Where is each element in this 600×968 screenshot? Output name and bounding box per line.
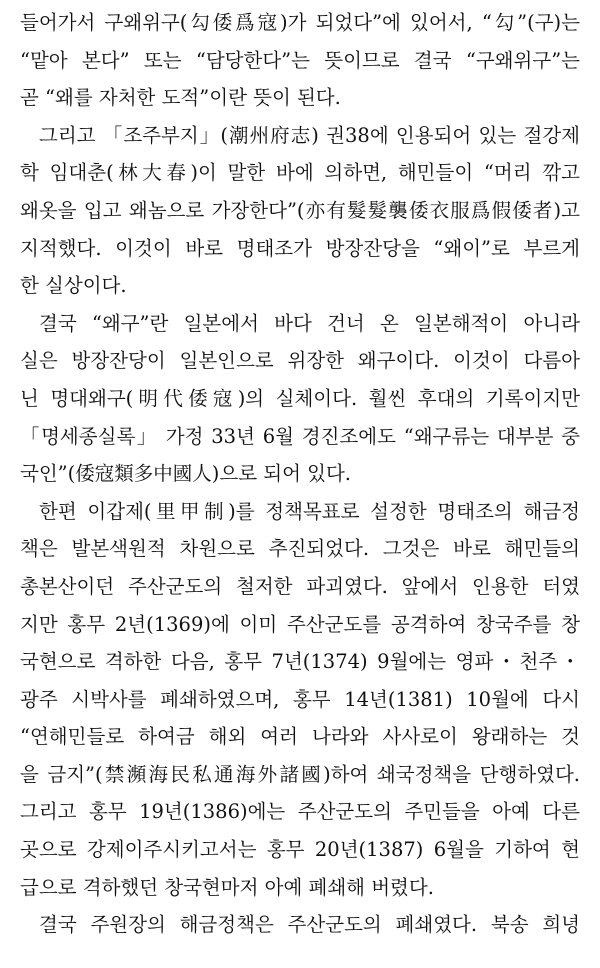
text-line-11: 닌 명대왜구(明代倭寇)의 실체이다. 훨씬 후대의 기록이지만 bbox=[20, 386, 580, 410]
text-line-3: 곧 “왜를 자처한 도적”이란 뜻이 된다. bbox=[20, 86, 341, 110]
text-line-20: “연해민들로 하여금 해외 여러 나라와 사사로이 왕래하는 것 bbox=[20, 725, 580, 749]
text-line-1: 들어가서 구왜위구(勾倭爲寇)가 되었다”에 있어서, “勾”(구)는 bbox=[20, 11, 580, 34]
text-line-15: 책은 발본색원적 차원으로 추진되었다. 그것은 바로 해민들의 bbox=[20, 537, 580, 561]
text-line-17: 지만 홍무 2년(1369)에 이미 주산군도를 공격하여 창국주를 창 bbox=[20, 612, 580, 636]
text-line-23: 곳으로 강제이주시키고서는 홍무 20년(1387) 6월을 기하여 현 bbox=[20, 838, 580, 862]
text-line-16: 총본산이던 주산군도의 철저한 파괴였다. 앞에서 인용한 터였 bbox=[20, 574, 580, 598]
text-line-21: 을 금지”(禁瀕海民私通海外諸國)하여 쇄국정책을 단행하였다. bbox=[20, 762, 580, 786]
text-line-7: 지적했다. 이것이 바로 명태조가 방장잔당을 “왜이”로 부르게 bbox=[20, 236, 580, 260]
text-line-10: 실은 방장잔당이 일본인으로 위장한 왜구이다. 이것이 다름아 bbox=[20, 349, 580, 373]
text-line-9: 결국 “왜구”란 일본에서 바다 건너 온 일본해적이 아니라 bbox=[39, 311, 580, 335]
text-line-25: 결국 주원장의 해금정책은 주산군도의 폐쇄였다. 북송 희녕 bbox=[39, 913, 580, 937]
text-line-24: 급으로 격하했던 창국현마저 아예 폐쇄해 버렸다. bbox=[20, 875, 434, 899]
text-line-13: 국인”(倭寇類多中國人)으로 되어 있다. bbox=[20, 462, 351, 486]
text-line-5: 학 임대춘(林大春)이 말한 바에 의하면, 해민들이 “머리 깎고 bbox=[20, 161, 580, 185]
text-line-14: 한편 이갑제(里甲制)를 정책목표로 설정한 명태조의 해금정 bbox=[39, 499, 580, 523]
text-line-19: 광주 시박사를 폐쇄하였으며, 홍무 14년(1381) 10월에 다시 bbox=[20, 687, 580, 711]
text-line-4: 그리고 「조주부지」(潮州府志) 권38에 인용되어 있는 절강제 bbox=[39, 123, 580, 147]
text-line-12: 「명세종실록」 가정 33년 6월 경진조에도 “왜구류는 대부분 중 bbox=[20, 424, 580, 448]
text-line-18: 국현으로 격하한 다음, 홍무 7년(1374) 9월에는 영파・천주・ bbox=[20, 650, 580, 674]
text-line-6: 왜옷을 입고 왜놈으로 가장한다”(亦有髮髮襲倭衣服爲假倭者)고 bbox=[20, 198, 580, 222]
text-line-22: 그리고 홍무 19년(1386)에는 주산군도의 주민들을 아예 다른 bbox=[20, 800, 580, 824]
text-line-2: “맡아 본다” 또는 “담당한다”는 뜻이므로 결국 “구왜위구”는 bbox=[20, 48, 580, 72]
text-line-8: 한 실상이다. bbox=[20, 274, 127, 298]
